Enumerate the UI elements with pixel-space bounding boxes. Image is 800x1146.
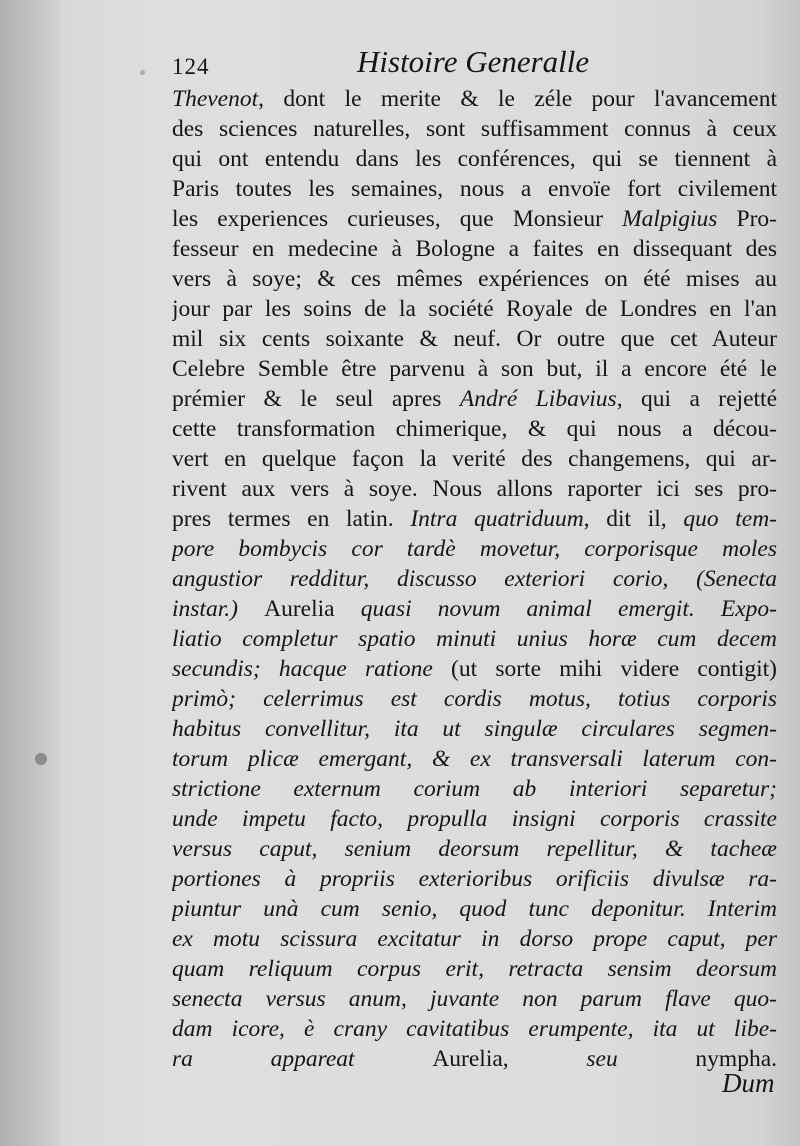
text-line (172, 504, 777, 534)
italic-text-run: Thevenot (172, 86, 259, 112)
roman-text-run: rivent aux vers à soye. Nous allons raporter ici ses pro- (172, 476, 777, 502)
text-line (172, 864, 777, 894)
italic-text-run: ex motu scissura excitatur in dorso prope caput, per (172, 926, 777, 952)
roman-text-run: fesseur en medecine à Bologne a faites en dissequant des (172, 236, 777, 262)
roman-text-run: prémier & le seul apres (172, 386, 460, 412)
italic-text-run: pore bombycis cor tardè movetur, corporisque moles (172, 536, 777, 562)
roman-text-run: , qui a rejetté (616, 386, 777, 412)
italic-text-run: secundis; hacque ratione (172, 656, 452, 682)
italic-text-run: liatio completur spatio minuti unius horæ cum decem (172, 626, 777, 652)
roman-text-run: des sciences naturelles, sont suffisamment connus à ceux (172, 116, 777, 142)
italic-text-run: piuntur unà cum senio, quod tunc deponitur. Interim (172, 896, 777, 922)
roman-text-run: nympha. (695, 1046, 777, 1072)
text-line (172, 354, 777, 384)
ink-spot (35, 753, 47, 765)
body-text (172, 84, 777, 1074)
italic-text-run: quasi novum animal emergit. Expo- (360, 596, 777, 622)
text-line (172, 924, 777, 954)
italic-text-run: André Libavius (459, 386, 617, 412)
roman-text-run: les experiences curieuses, que Monsieur (172, 206, 623, 232)
running-title: Histoire Generalle (357, 44, 590, 79)
text-line (172, 234, 777, 264)
text-line (172, 804, 777, 834)
italic-text-run: habitus convellitur, ita ut singulæ circulares segmen- (172, 716, 777, 742)
roman-text-run: mil six cents soixante & neuf. Or outre que cet Auteur (172, 326, 777, 352)
text-line (172, 744, 777, 774)
roman-text-run: Aurelia (264, 596, 361, 622)
text-line (172, 384, 777, 414)
italic-text-run: primò; celerrimus est cordis motus, totius corporis (172, 686, 777, 712)
italic-text-run: dam icore, è crany cavitatibus erumpente, ita ut libe- (172, 1016, 777, 1042)
text-line (172, 144, 777, 174)
italic-text-run: ra appareat (172, 1046, 433, 1072)
roman-text-run: vert en quelque façon la verité des changemens, qui ar- (172, 446, 777, 472)
ink-spot (140, 70, 145, 75)
text-line (172, 1014, 777, 1044)
catchword: Dum (722, 1068, 775, 1098)
page-number: 124 (172, 54, 210, 79)
roman-text-run: Celebre Semble être parvenu à son but, il a encore été le (172, 356, 777, 382)
text-line (172, 684, 777, 714)
italic-text-run: instar.) (172, 596, 265, 622)
text-line (172, 894, 777, 924)
text-line (172, 564, 777, 594)
text-line (172, 174, 777, 204)
text-line (172, 714, 777, 744)
italic-text-run: seu (586, 1046, 696, 1072)
text-line (172, 1044, 777, 1074)
italic-text-run: torum plicæ emergant, & ex transversali laterum con- (172, 746, 777, 772)
text-line (172, 534, 777, 564)
roman-text-run: Aurelia, (432, 1046, 587, 1072)
roman-text-run: vers à soye; & ces mêmes expériences on été mises au (172, 266, 777, 292)
italic-text-run: unde impetu facto, propulla insigni corporis crassite (172, 806, 777, 832)
text-line (172, 84, 777, 114)
text-line (172, 264, 777, 294)
italic-text-run: Intra quatriduum (410, 506, 584, 532)
roman-text-run: (ut sorte mihi videre contigit) (451, 656, 777, 682)
italic-text-run: senecta versus anum, juvante non parum flave quo- (172, 986, 777, 1012)
text-line (172, 834, 777, 864)
text-line (172, 444, 777, 474)
text-line (172, 594, 777, 624)
text-line (172, 114, 777, 144)
roman-text-run: , dit il, (583, 506, 684, 532)
roman-text-run: , dont le merite & le zéle pour l'avancement (258, 86, 777, 112)
text-line (172, 474, 777, 504)
roman-text-run: cette transformation chimerique, & qui nous a décou- (172, 416, 777, 442)
text-line (172, 954, 777, 984)
text-line (172, 624, 777, 654)
text-line (172, 294, 777, 324)
italic-text-run: versus caput, senium deorsum repellitur, & tacheæ (172, 836, 777, 862)
italic-text-run: portiones à propriis exterioribus orificiis divulsæ ra- (172, 866, 777, 892)
italic-text-run: angustior redditur, discusso exteriori corio, (Senecta (172, 566, 777, 592)
page-gutter-shadow (0, 0, 60, 1146)
text-line (172, 204, 777, 234)
italic-text-run: Malpigius (622, 206, 718, 232)
roman-text-run: pres termes en latin. (172, 506, 411, 532)
roman-text-run: Pro- (717, 206, 777, 232)
italic-text-run: strictione externum corium ab interiori separetur; (172, 776, 777, 802)
page-header (172, 44, 772, 84)
text-line (172, 774, 777, 804)
text-line (172, 654, 777, 684)
roman-text-run: jour par les soins de la société Royale de Londres en l'an (172, 296, 777, 322)
roman-text-run: Paris toutes les semaines, nous a envoïe fort civilement (172, 176, 777, 202)
text-line (172, 414, 777, 444)
roman-text-run: qui ont entendu dans les conférences, qui se tiennent à (172, 146, 777, 172)
italic-text-run: quo tem- (683, 506, 777, 532)
text-line (172, 984, 777, 1014)
text-line (172, 324, 777, 354)
italic-text-run: quam reliquum corpus erit, retracta sensim deorsum (172, 956, 777, 982)
